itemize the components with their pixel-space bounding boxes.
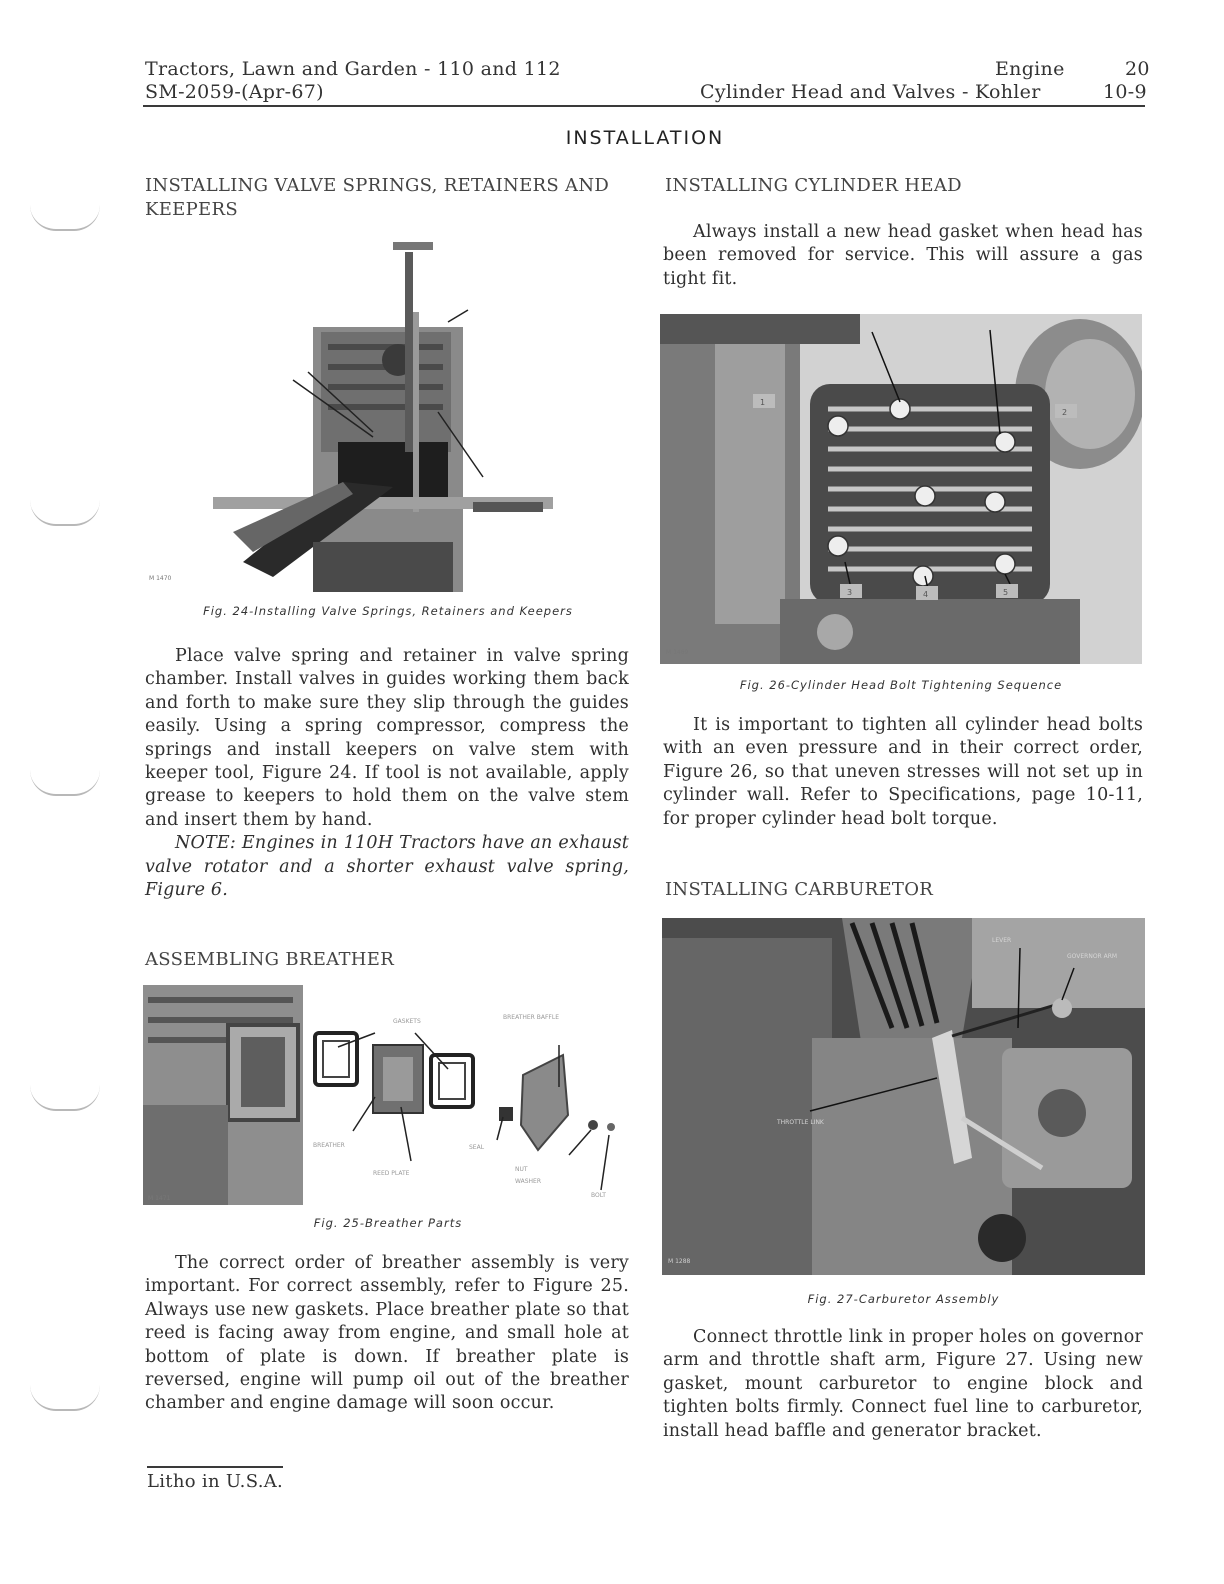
- binder-hole-mark: [30, 770, 100, 796]
- carburetor-paragraph: Connect throttle link in proper holes on governor arm and throttle shaft arm, Figure 27. Using new gasket, mount carburetor to engine block and tighten bolts firmly. Connect fuel line to carburetor, install head baffle and generator bracket.: [663, 1327, 1143, 1441]
- header-page-section: 20: [1125, 58, 1150, 80]
- cylinder-head-heading: INSTALLING CYLINDER HEAD: [665, 175, 962, 196]
- fig25-label-seal: SEAL: [469, 1144, 485, 1151]
- header-page-number: 10-9: [1103, 81, 1147, 103]
- fig26-bolt-number: 1: [760, 398, 766, 407]
- valve-note: NOTE: Engines in 110H Tractors have an exhaust valve rotator and a shorter exhaust valve spring, Figure 6.: [145, 833, 629, 901]
- fig24-code: M 1470: [149, 575, 172, 582]
- breather-heading: ASSEMBLING BREATHER: [145, 949, 395, 970]
- footer-litho: Litho in U.S.A.: [147, 1466, 283, 1494]
- cylinder-head-paragraph: Always install a new head gasket when head has been removed for service. This will assure a gas tight fit.: [663, 222, 1143, 289]
- fig26-bolt-number: 5: [1003, 588, 1009, 597]
- header-left-line1: Tractors, Lawn and Garden - 110 and 112: [145, 58, 561, 80]
- breather-text: [145, 1252, 629, 1416]
- fig26-bolt-number: 2: [1062, 408, 1068, 417]
- fig25-label-washer: WASHER: [515, 1178, 541, 1185]
- header-section: Engine: [995, 58, 1065, 80]
- binder-hole-mark: [30, 1085, 100, 1111]
- fig25-label-reed-plate: REED PLATE: [373, 1170, 410, 1177]
- fig27-caption: Fig. 27-Carburetor Assembly: [807, 1292, 1000, 1306]
- fig25-label-gaskets: GASKETS: [393, 1018, 421, 1025]
- header-left-line2: SM-2059-(Apr-67): [145, 81, 324, 103]
- fig26-photo: [660, 314, 1142, 664]
- fig27-code: M 1288: [668, 1258, 691, 1265]
- fig25-photo: [143, 985, 633, 1205]
- fig25-label-breather-baffle: BREATHER BAFFLE: [503, 1014, 560, 1021]
- valve-springs-paragraph: Place valve spring and retainer in valve spring chamber. Install valves in guides working them back and forth to make sure they slip through the guides easily. Using a spring compressor, compress the springs and install keepers on valve stem with keeper tool, Figure 24. If tool is not available, apply grease to keepers to hold them on the valve stem and insert them by hand.: [145, 646, 629, 830]
- fig25-label-bolt: BOLT: [591, 1192, 606, 1199]
- fig26-caption: Fig. 26-Cylinder Head Bolt Tightening Sequence: [739, 678, 1063, 692]
- fig26-code: M 1469: [666, 649, 689, 656]
- cylinder-head-text: [663, 221, 1143, 291]
- fig25-code: M 1471: [148, 1195, 171, 1202]
- carburetor-heading: INSTALLING CARBURETOR: [665, 879, 934, 900]
- page-title: INSTALLATION: [565, 127, 725, 149]
- carburetor-text: [663, 1326, 1143, 1443]
- fig24-caption: Fig. 24-Installing Valve Springs, Retainers and Keepers: [203, 604, 573, 618]
- fig24-photo: [143, 232, 633, 592]
- valve-springs-heading: INSTALLING VALVE SPRINGS, RETAINERS AND KEEPERS: [145, 175, 610, 220]
- binder-hole-mark: [30, 500, 100, 526]
- binder-hole-mark: [30, 1385, 100, 1411]
- fig27-label-governor-arm: GOVERNOR ARM: [1067, 953, 1118, 960]
- fig26-bolt-number: 3: [847, 588, 853, 597]
- binder-hole-mark: [30, 205, 100, 231]
- header-rule: [143, 105, 1145, 107]
- fig25-caption: Fig. 25-Breather Parts: [313, 1216, 463, 1230]
- fig26-bolt-number: 4: [923, 590, 929, 599]
- breather-paragraph: The correct order of breather assembly is very important. For correct assembly, refer to Figure 25. Always use new gaskets. Place breather plate so that reed is facing away from engine, and small hole at bottom of plate is down. If breather plate is reversed, engine will pump oil out of the breather chamber and engine damage will soon occur.: [145, 1253, 629, 1414]
- fig27-label-lever: LEVER: [992, 937, 1012, 944]
- header-subsection: Cylinder Head and Valves - Kohler: [700, 81, 1041, 103]
- fig25-label-breather: BREATHER: [313, 1142, 345, 1149]
- cylinder-head-text-2: [663, 714, 1143, 831]
- fig27-label-throttle-link: THROTTLE LINK: [777, 1119, 824, 1126]
- fig25-label-nut: NUT: [515, 1166, 528, 1173]
- fig27-photo: [662, 918, 1145, 1275]
- valve-springs-text: [145, 645, 629, 902]
- cylinder-head-paragraph-2: It is important to tighten all cylinder head bolts with an even pressure and in their correct order, Figure 26, so that uneven stresses will not set up in cylinder wall. Refer to Specifications, page 10-11, for proper cylinder head bolt torque.: [663, 715, 1143, 829]
